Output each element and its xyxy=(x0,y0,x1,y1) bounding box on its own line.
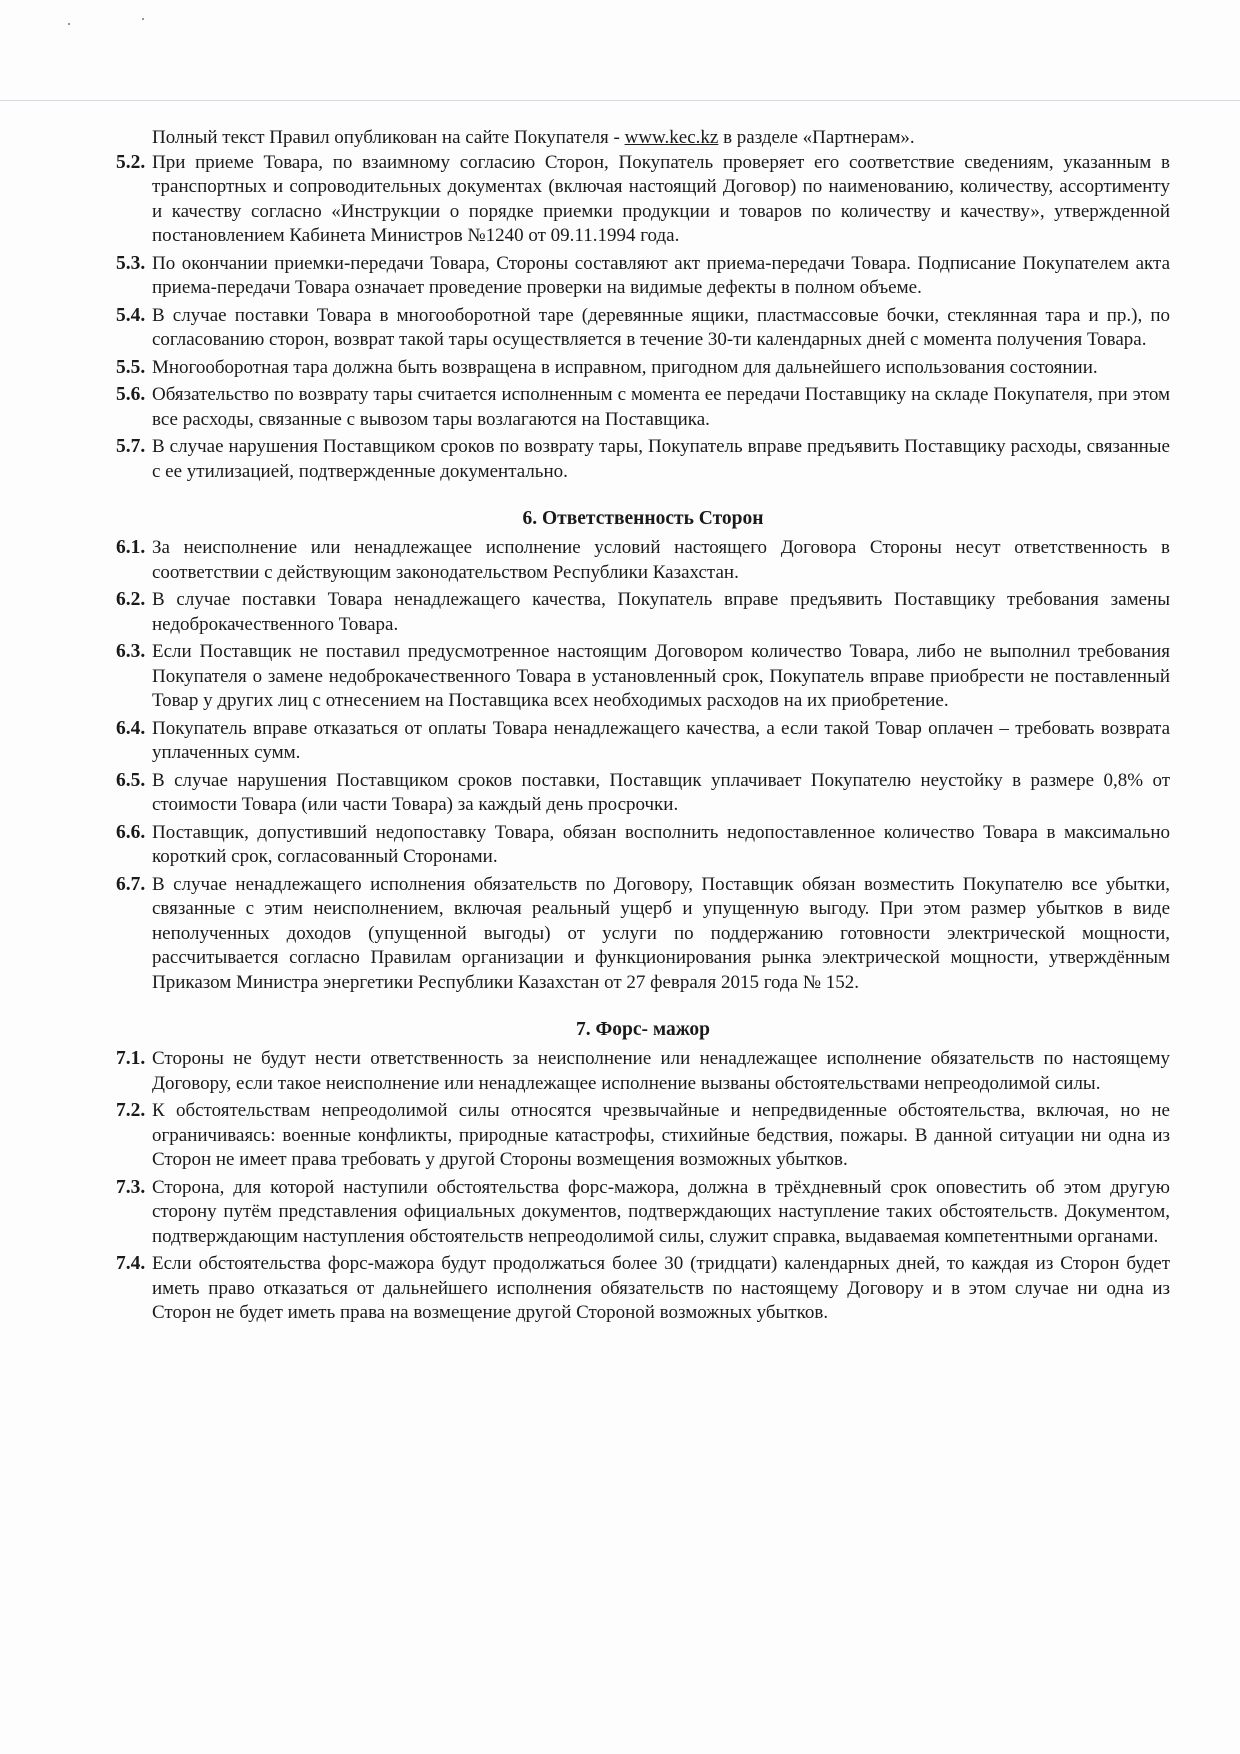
clause-text: По окончании приемки-передачи Товара, Стороны составляют акт приема-передачи Товара. Подписание Покупателем акта приема-передачи Товара означает проведение проверки на видимые дефекты в полном объеме. xyxy=(152,252,1170,298)
section xyxy=(116,506,1170,995)
clause-text: Если обстоятельства форс-мажора будут продолжаться более 30 (тридцати) календарных дней, то каждая из Сторон будет иметь право отказаться от дальнейшего исполнения обязательств по настоящему Договору и в этом случае ни одна из Сторон не будет иметь права на возмещение другой Стороной возможных убытков. xyxy=(152,1253,1170,1323)
scan-artifact-dot xyxy=(68,23,70,25)
clause xyxy=(116,588,1170,637)
clause-text: В случае поставки Товара в многооборотной таре (деревянные ящики, пластмассовые бочки, стеклянная тара и пр.), по согласованию сторон, возврат такой тары осуществляется в течение 30-ти календарных дней с момента получения Товара. xyxy=(152,304,1170,350)
clause-text: Стороны не будут нести ответственность за неисполнение или ненадлежащее исполнение обязательств по настоящему Договору, если такое неисполнение или ненадлежащее исполнение вызваны обстоятельствами непреодолимой силы. xyxy=(152,1048,1170,1094)
intro-text-before: Полный текст Правил опубликован на сайте Покупателя - xyxy=(152,127,625,148)
clause xyxy=(116,1252,1170,1326)
clause-number: 5.2. xyxy=(116,151,146,173)
clause-text: Если Поставщик не поставил предусмотренное настоящим Договором количество Товара, либо не выполнил требования Покупателя о замене недоброкачественного Товара в установленный срок, Покупатель вправе приобрести не поставленный Товар у других лиц с отнесением на Поставщика всех необходимых расходов на их приобретение. xyxy=(152,641,1170,711)
clause xyxy=(116,769,1170,818)
clause-text: Покупатель вправе отказаться от оплаты Товара ненадлежащего качества, а если такой Товар оплачен – требовать возврата уплаченных сумм. xyxy=(152,717,1170,763)
clause-text: К обстоятельствам непреодолимой силы относятся чрезвычайные и непредвиденные обстоятельства, включая, но не ограничиваясь: военные конфликты, природные катастрофы, стихийные бедствия, пожары. В данной ситуации ни одна из Сторон не имеет права требовать у другой Стороны возмещения возможных убытков. xyxy=(152,1100,1170,1170)
clause-text: В случае ненадлежащего исполнения обязательств по Договору, Поставщик обязан возместить Покупателю все убытки, связанные с этим неисполнением, включая реальный ущерб и упущенную выгоду. При этом размер убытков в виде неполученных доходов (упущенной выгоды) от услуги по поддержанию готовности электрической мощности, рассчитывается согласно Правилам организации и функционирования рынка электрической мощности, утверждённым Приказом Министра энергетики Республики Казахстан от 27 февраля 2015 года № 152. xyxy=(152,873,1170,993)
sections-container xyxy=(116,151,1170,1326)
clause xyxy=(116,640,1170,714)
clause xyxy=(116,1047,1170,1096)
clause-text: Поставщик, допустивший недопоставку Товара, обязан восполнить недопоставленное количество Товара в максимально короткий срок, согласованный Сторонами. xyxy=(152,821,1170,867)
clause xyxy=(116,435,1170,484)
clause-text: При приеме Товара, по взаимному согласию Сторон, Покупатель проверяет его соответствие сведениям, указанным в транспортных и сопроводительных документах (включая настоящий Договор) по наименованию, количеству, ассортименту и качеству согласно «Инструкции о порядке приемки продукции и товаров по количеству и качеству», утвержденной постановлением Кабинета Министров №1240 от 09.11.1994 года. xyxy=(152,151,1170,246)
clause-number: 7.1. xyxy=(116,1048,146,1069)
clause xyxy=(116,873,1170,996)
clause xyxy=(116,717,1170,766)
clause xyxy=(116,1176,1170,1250)
section xyxy=(116,151,1170,485)
clause-number: 7.2. xyxy=(116,1100,146,1121)
scan-artifact-line xyxy=(0,100,1240,101)
clause-text: В случае поставки Товара ненадлежащего качества, Покупатель вправе предъявить Поставщику требования замены недоброкачественного Товара. xyxy=(152,589,1170,635)
section xyxy=(116,1017,1170,1326)
clause xyxy=(116,304,1170,353)
scan-artifact-dot xyxy=(142,18,144,20)
section-title: 7. Форс- мажор xyxy=(575,1019,710,1040)
clause-text: За неисполнение или ненадлежащее исполнение условий настоящего Договора Стороны несут ответственность в соответствии с действующим законодательством Республики Казахстан. xyxy=(152,537,1170,583)
intro-paragraph xyxy=(152,126,1170,151)
clause-number: 6.3. xyxy=(116,641,146,662)
clause-number: 6.4. xyxy=(116,717,146,739)
clause-text: Обязательство по возврату тары считается исполненным с момента ее передачи Поставщику на складе Покупателя, при этом все расходы, связанные с вывозом тары возлагаются на Поставщика. xyxy=(152,384,1170,430)
clause-number: 5.7. xyxy=(116,436,146,457)
clause xyxy=(116,1099,1170,1173)
clause xyxy=(116,383,1170,432)
section-title: 6. Ответственность Сторон xyxy=(522,508,764,529)
clause-number: 6.6. xyxy=(116,821,146,843)
clause-number: 6.7. xyxy=(116,873,146,895)
clause xyxy=(116,536,1170,585)
intro-text-after: в разделе «Партнерам». xyxy=(718,127,915,148)
clause-number: 7.4. xyxy=(116,1253,146,1274)
clause-number: 5.6. xyxy=(116,384,146,405)
clause xyxy=(116,356,1170,381)
clause-text: В случае нарушения Поставщиком сроков по возврату тары, Покупатель вправе предъявить Поставщику расходы, связанные с ее утилизацией, подтвержденные документально. xyxy=(152,436,1170,482)
clause-number: 6.5. xyxy=(116,769,146,791)
clause-text: В случае нарушения Поставщиком сроков поставки, Поставщик уплачивает Покупателю неустойку в размере 0,8% от стоимости Товара (или части Товара) за каждый день просрочки. xyxy=(152,769,1170,815)
clause-number: 6.1. xyxy=(116,537,146,558)
website-link[interactable]: www.kec.kz xyxy=(624,127,719,148)
clause-number: 5.4. xyxy=(116,304,146,326)
clause xyxy=(116,151,1170,249)
clause-text: Многооборотная тара должна быть возвращена в исправном, пригодном для дальнейшего использования состоянии. xyxy=(152,356,1098,378)
clause xyxy=(116,821,1170,870)
clause-text: Сторона, для которой наступили обстоятельства форс-мажора, должна в трёхдневный срок оповестить об этом другую сторону путём представления официальных документов, подтверждающих наступление таких обстоятельств. Документом, подтверждающим наступления обстоятельств непреодолимой силы, служит справка, выдаваемая компетентными органами. xyxy=(152,1176,1170,1247)
document-body xyxy=(116,126,1170,1329)
clause-number: 5.3. xyxy=(116,252,146,274)
clause-number: 6.2. xyxy=(116,589,146,610)
clause-number: 7.3. xyxy=(116,1176,146,1198)
clause-number: 5.5. xyxy=(116,356,146,378)
clause xyxy=(116,252,1170,301)
